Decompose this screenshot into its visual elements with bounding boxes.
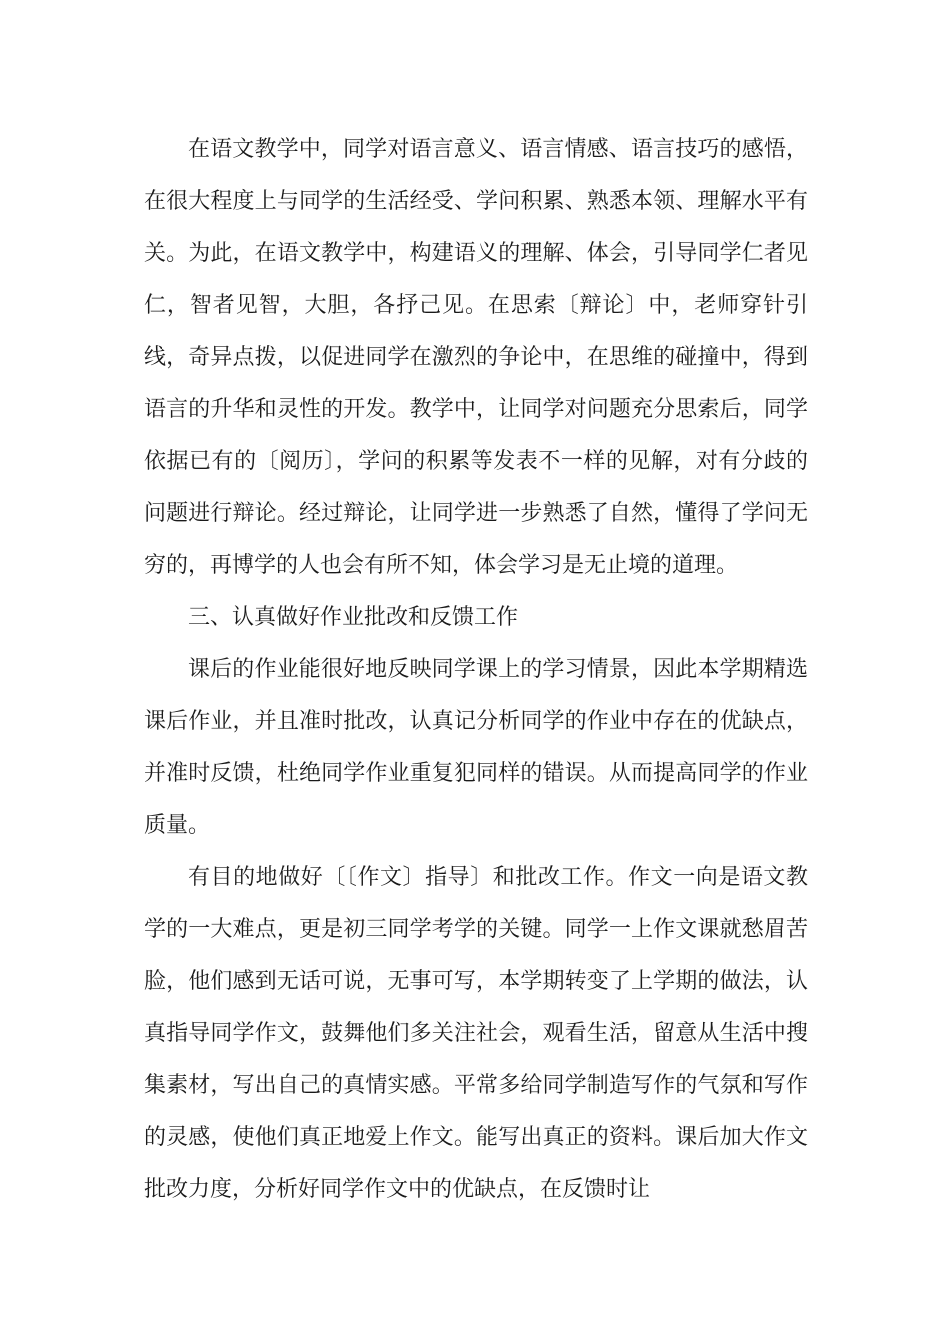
paragraph-reading-teaching: 在语文教学中，同学对语言意义、语言情感、语言技巧的感悟，在很大程度上与同学的生活经受、学问积累、熟悉本领、理解水平有关。为此，在语文教学中，构建语义的理解、体会，引导同学仁者见仁，智者见智，大胆，各抒己见。在思索〔辩论〕中，老师穿针引线，奇异点拨，以促进同学在激烈的争论中，在思维的碰撞中，得到语言的升华和灵性的开发。教学中，让同学对问题充分思索后，同学依据已有的〔阅历〕，学问的积累等发表不一样的见解，对有分歧的问题进行辩论。经过辩论，让同学进一步熟悉了自然，懂得了学问无穷的，再博学的人也会有所不知，体会学习是无止境的道理。 [144,137,808,578]
document-body [144,124,808,1216]
paragraph-homework-feedback: 课后的作业能很好地反映同学课上的学习情景，因此本学期精选课后作业，并且准时批改，认真记分析同学的作业中存在的优缺点，并准时反馈，杜绝同学作业重复犯同样的错误。从而提高同学的作业质量。 [144,657,808,838]
section-heading-homework: 三、认真做好作业批改和反馈工作 [188,605,519,630]
paragraph-composition-guidance: 有目的地做好〔〔作文〕指导〕和批改工作。作文一向是语文教学的一大难点，更是初三同学考学的关键。同学一上作文课就愁眉苦脸，他们感到无话可说，无事可写，本学期转变了上学期的做法，认真指导同学作文，鼓舞他们多关注社会，观看生活，留意从生活中搜集素材，写出自己的真情实感。平常多给同学制造写作的气氛和写作的灵感，使他们真正地爱上作文。能写出真正的资料。课后加大作文批改力度，分析好同学作文中的优缺点，在反馈时让 [144,865,808,1202]
